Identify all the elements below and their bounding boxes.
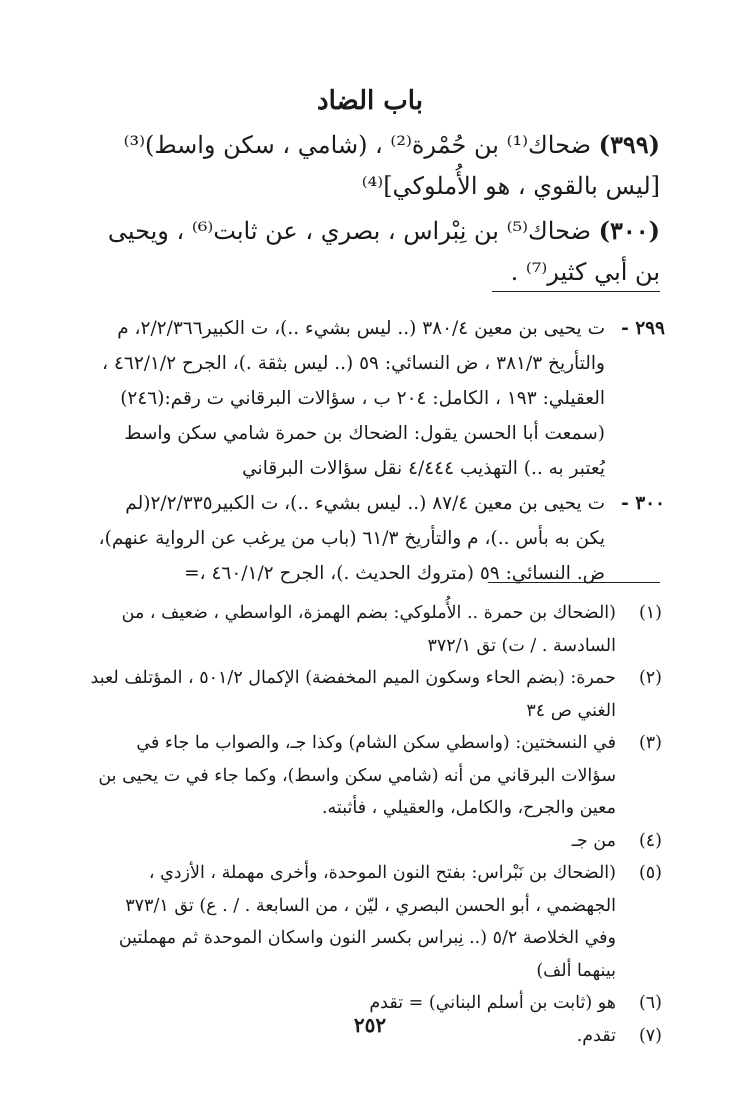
footnote-text: في النسختين: (واسطي سكن الشام) وكذا جـ، والصواب ما جاء في سؤالات البرقاني من أنه (شامي سكن واسط)، وكما جاء في ت يحيى بن معين والجرح، والكامل، والعقيلي ، فأثبته. — [98, 733, 616, 818]
footnote-text: حمرة: (بضم الحاء وسكون الميم المخفضة) الإكمال ٥٠١/٢ ، المؤتلف لعبد الغني ص ٣٤ — [90, 668, 616, 721]
footnote-number: (٢) — [638, 668, 662, 688]
note-number: ٣٠٠ - — [621, 493, 665, 514]
entry-300 — [90, 210, 660, 293]
footnote-text: هو (ثابت بن أسلم البناني) = تقدم — [369, 993, 616, 1013]
footnote-text: تقدم. — [576, 1025, 616, 1046]
entry-number: (٣٠٠) — [598, 216, 660, 245]
footnote-1 — [90, 597, 662, 662]
footnotes — [90, 597, 662, 1052]
entry-399 — [90, 124, 660, 207]
footnote-number: (٤) — [638, 830, 662, 851]
reference-notes — [90, 311, 665, 591]
footnote-text: (الضحاك بن نَبْراس: بفتح النون الموحدة، وأخرى مهملة ، الأزدي ، الجهضمي ، أبو الحسن البصري ، ليّن ، من السابعة . / . ع) تق ٣٧٣/١ وفي الخلاصة ٥/٢ (.. نِبراس بكسر النون واسكان الموحدة ثم مهملتين بينهما ألف) — [118, 863, 616, 981]
footnote-number: (١) — [638, 603, 662, 623]
chapter-title: باب الضاد — [317, 86, 423, 116]
note-text: ت يحيى بن معين ٨٧/٤ (.. ليس بشيء ..)، ت الكبير٢/٢/٣٣٥(لم يكن به بأس ..)، م والتأريخ ٦١/٣ (باب من يرغب عن الرواية عنهم)، ض. النسائي: ٥٩ (متروك الحديث .)، الجرح ٤٦٠/١/٢ ،= — [98, 493, 605, 584]
entry-text: ضحاك⁽¹⁾ بن حُمْرة⁽²⁾ ، (شامي ، سكن واسط)⁽³⁾ [ليس بالقوي ، هو الأُملوكي]⁽⁴⁾ — [123, 131, 660, 200]
entry-text: ضحاك⁽⁵⁾ بن نِبْراس ، بصري ، عن ثابت⁽⁶⁾ ، ويحيى بن أبي كثير⁽⁷⁾ . — [107, 217, 660, 286]
footnote-text: من جـ — [571, 830, 616, 851]
footnote-number: (٦) — [638, 993, 662, 1013]
footnote-5 — [90, 857, 662, 987]
footnote-3 — [90, 727, 662, 825]
footnote-text: (الضحاك بن حمرة .. الأُملوكي: بضم الهمزة، الواسطي ، ضعيف ، من السادسة . / ت) تق ٣٧٢/١ — [121, 603, 616, 656]
footnote-number: (٧) — [638, 1025, 662, 1046]
footnote-4 — [90, 825, 662, 858]
note-300 — [90, 486, 665, 591]
entry-number: (٣٩٩) — [598, 130, 660, 159]
footnote-number: (٥) — [638, 863, 662, 883]
separator-line — [488, 582, 660, 583]
note-299 — [90, 311, 665, 486]
page-number: ٢٥٢ — [353, 1013, 387, 1037]
note-number: ٢٩٩ - — [621, 318, 665, 339]
footnote-number: (٣) — [638, 733, 662, 753]
separator-line — [492, 291, 660, 292]
note-text: ت يحيى بن معين ٣٨٠/٤ (.. ليس بشيء ..)، ت الكبير٢/٢/٣٦٦، م والتأريخ ٣٨١/٣ ، ض النسائي: ٥٩ (.. ليس بثقة .)، الجرح ٤٦٢/١/٢ ، العقيلي: ١٩٣ ، الكامل: ٢٠٤ ب ، سؤالات البرقاني ت رقم:(٢٤٦)(سمعت أبا الحسن يقول: الضحاك بن حمرة شامي سكن واسط يُعتبر به ..) التهذيب ٤/٤٤٤ نقل سؤالات البرقاني — [102, 318, 605, 479]
footnote-2 — [90, 662, 662, 727]
